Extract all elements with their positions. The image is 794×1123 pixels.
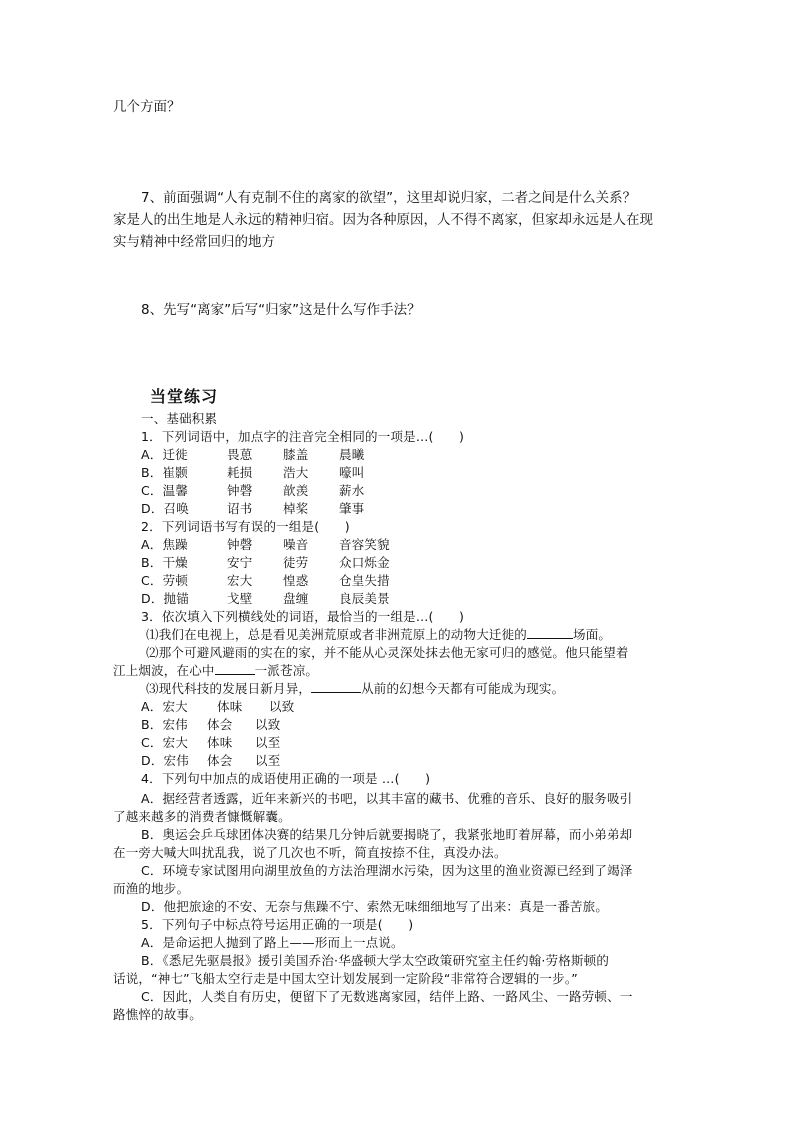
q3-sentence-2-line-1: ⑵那个可避风避雨的实在的家，并不能从心灵深处抹去他无家可归的感觉。他只能望着 <box>146 645 629 660</box>
q3-sentence-1: ⑴我们在电视上，总是看见美洲荒原或者非洲荒原上的动物大迁徙的 场面。 <box>146 627 612 642</box>
q1-option-a: A．迁徙 畏葸 膝盖 晨曦 <box>141 447 365 462</box>
answer-7-line-1: 家是人的出生地是人永远的精神归宿。因为各种原因，人不得不离家，但家却永远是人在现 <box>113 212 653 228</box>
q3-option-b: B．宏伟 体会 以致 <box>141 717 281 732</box>
fill-blank <box>527 626 573 639</box>
q3-option-d: D．宏伟 体会 以至 <box>141 753 281 768</box>
q4-option-c-line-1: C．环境专家试图用向湖里放鱼的方法治理湖水污染，因为这里的渔业资源已经到了竭泽 <box>141 863 633 878</box>
q3-sentence-2-line-2: 江上烟波，在心中 一派苍凉。 <box>113 663 319 678</box>
question-6-tail: 几个方面？ <box>113 99 181 115</box>
q4-option-a-line-2: 了越来越多的消费者慷慨解囊。 <box>113 809 291 824</box>
q3-option-c: C．宏大 体味 以至 <box>141 735 281 750</box>
q3-sentence-3: ⑶现代科技的发展日新月异， 从前的幻想今天都有可能成为现实。 <box>146 681 565 696</box>
q4-option-a-line-1: A．据经营者透露，近年来新兴的书吧，以其丰富的藏书、优雅的音乐、良好的服务吸引 <box>141 791 633 806</box>
question-7: 7、前面强调“人有克制不住的离家的欲望”，这里却说归家，二者之间是什么关系？ <box>141 190 637 206</box>
q5-option-b-line-1: B．《悉尼先驱晨报》援引美国乔治·华盛顿大学太空政策研究室主任约翰·劳格斯顿的 <box>141 953 610 968</box>
q4-option-b-line-2: 在一旁大喊大叫扰乱我，说了几次也不听，简直按捺不住，真没办法。 <box>113 845 507 860</box>
question-2: 2．下列词语书写有误的一组是( ) <box>141 519 350 534</box>
q2-option-b: B．干燥 安宁 徒劳 众口烁金 <box>141 555 390 570</box>
q4-option-b-line-1: B．奥运会乒乓球团体决赛的结果几分钟后就要揭晓了，我紧张地盯着屏幕，而小弟弟却 <box>141 827 633 842</box>
question-8: 8、先写“离家”后写“归家”这是什么写作手法？ <box>141 302 421 318</box>
q5-option-c-line-2: 路憔悴的故事。 <box>113 1007 202 1022</box>
answer-7-line-2: 实与精神中经常回归的地方 <box>113 234 275 250</box>
question-5: 5．下列句子中标点符号运用正确的一项是( ) <box>141 917 414 932</box>
fill-blank <box>311 680 361 693</box>
q5-option-c-line-1: C．因此，人类自有历史，便留下了无数逃离家园，结伴上路、一路风尘、一路劳顿、一 <box>141 989 633 1004</box>
q2-option-a: A．焦躁 钟磬 噪音 音容笑貌 <box>141 537 390 552</box>
q1-option-d: D．召唤 诏书 棹桨 肇事 <box>141 501 365 516</box>
q1-option-c: C．温馨 钟磬 歆羡 薪水 <box>141 483 365 498</box>
q4-option-d: D．他把旅途的不安、无奈与焦躁不宁、索然无味细细地写了出来：真是一番苦旅。 <box>141 899 609 914</box>
question-3: 3．依次填入下列横线处的词语，最恰当的一组是…( ) <box>141 609 465 624</box>
q3-option-a: A．宏大 体味 以致 <box>141 699 295 714</box>
q2-option-d: D．抛锚 戈壁 盘缠 良辰美景 <box>141 591 390 606</box>
q2-option-c: C．劳顿 宏大 惶惑 仓皇失措 <box>141 573 390 588</box>
question-4: 4．下列句中加点的成语使用正确的一项是 …( ) <box>141 771 431 786</box>
q5-option-a: A．是命运把人抛到了路上——形而上一点说。 <box>141 935 404 950</box>
q4-option-c-line-2: 而渔的地步。 <box>113 881 190 896</box>
question-1: 1．下列词语中，加点字的注音完全相同的一项是…( ) <box>141 429 465 444</box>
q1-option-b: B．崔颢 耗损 浩大 嚎叫 <box>141 465 365 480</box>
section-heading-basics: 一、基础积累 <box>141 411 218 426</box>
fill-blank <box>215 662 255 675</box>
section-title: 当堂练习 <box>150 387 219 406</box>
q5-option-b-line-2: 话说，“神七”飞船太空行走是中国太空计划发展到一定阶段“非常符合逻辑的一步。” <box>113 971 578 986</box>
